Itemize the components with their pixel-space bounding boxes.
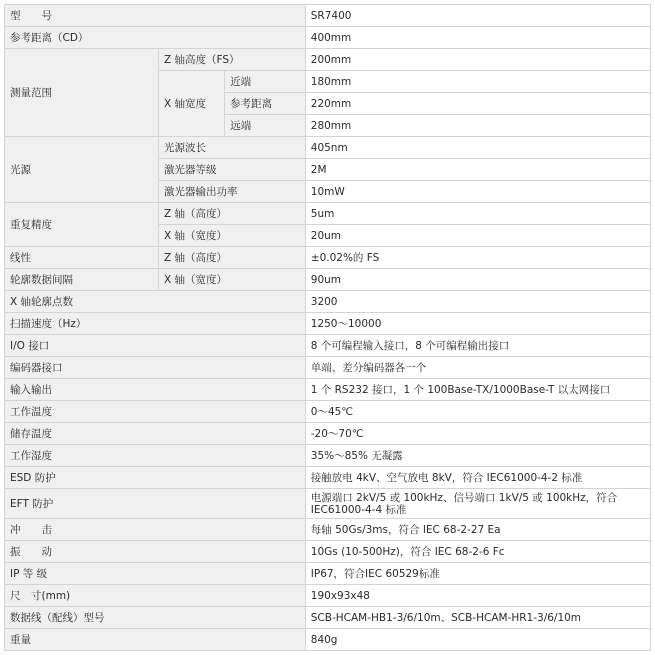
label-scan-speed: 扫描速度（Hz）: [5, 313, 306, 335]
label-encoder: 编码器接口: [5, 357, 306, 379]
label-linearity: 线性: [5, 247, 159, 269]
row-scan-speed: [5, 313, 651, 335]
value-laser-power: 10mW: [305, 181, 650, 203]
value-ip: IP67，符合IEC 60529标准: [305, 563, 650, 585]
row-size: [5, 585, 651, 607]
value-wavelength: 405nm: [305, 137, 650, 159]
label-model: 型 号: [5, 5, 306, 27]
value-ref-distance: 400mm: [305, 27, 650, 49]
value-cable: SCB-HCAM-HB1-3/6/10m、SCB-HCAM-HR1-3/6/10m: [305, 607, 650, 629]
label-ref-distance: 参考距离（CD）: [5, 27, 306, 49]
value-op-humidity: 35%～85% 无凝露: [305, 445, 650, 467]
label-shock: 冲 击: [5, 519, 306, 541]
row-vibration: [5, 541, 651, 563]
row-storage-temp: [5, 423, 651, 445]
label-wavelength: 光源波长: [158, 137, 305, 159]
label-range-x-width: X 轴宽度: [158, 71, 224, 137]
label-range-x-near: 近端: [225, 71, 306, 93]
row-eft: [5, 489, 651, 519]
label-op-temp: 工作温度: [5, 401, 306, 423]
label-x-profile-points: X 轴轮廓点数: [5, 291, 306, 313]
label-range-x-ref: 参考距离: [225, 93, 306, 115]
value-x-profile-points: 3200: [305, 291, 650, 313]
value-op-temp: 0～45℃: [305, 401, 650, 423]
row-cable: [5, 607, 651, 629]
value-model: SR7400: [305, 5, 650, 27]
value-range-x-ref: 220mm: [305, 93, 650, 115]
value-linearity: ±0.02%的 FS: [305, 247, 650, 269]
value-profile-interval: 90um: [305, 269, 650, 291]
label-range-x-far: 远端: [225, 115, 306, 137]
row-weight: [5, 629, 651, 651]
row-op-humidity: [5, 445, 651, 467]
label-ip: IP 等 级: [5, 563, 306, 585]
value-eft: 电源端口 2kV/5 或 100kHz、信号端口 1kV/5 或 100kHz，符合 IEC61000-4-4 标准: [305, 489, 650, 519]
value-io: 8 个可编程输入接口，8 个可编程输出接口: [305, 335, 650, 357]
value-range-z-height: 200mm: [305, 49, 650, 71]
label-repeat-z: Z 轴（高度）: [158, 203, 305, 225]
value-size: 190x93x48: [305, 585, 650, 607]
label-profile-interval: 轮廓数据间隔: [5, 269, 159, 291]
value-repeat-x: 20um: [305, 225, 650, 247]
row-op-temp: [5, 401, 651, 423]
value-esd: 接触放电 4kV、空气放电 8kV，符合 IEC61000-4-2 标准: [305, 467, 650, 489]
label-eft: EFT 防护: [5, 489, 306, 519]
value-range-x-near: 180mm: [305, 71, 650, 93]
label-size: 尺 寸(mm): [5, 585, 306, 607]
row-encoder: [5, 357, 651, 379]
label-esd: ESD 防护: [5, 467, 306, 489]
row-ip: [5, 563, 651, 585]
row-range-z: [5, 49, 651, 71]
value-shock: 每轴 50Gs/3ms，符合 IEC 68-2-27 Ea: [305, 519, 650, 541]
label-vibration: 振 动: [5, 541, 306, 563]
row-ref-distance: [5, 27, 651, 49]
value-repeat-z: 5um: [305, 203, 650, 225]
value-scan-speed: 1250～10000: [305, 313, 650, 335]
row-x-profile-points: [5, 291, 651, 313]
row-io: [5, 335, 651, 357]
label-linearity-sub: Z 轴（高度）: [158, 247, 305, 269]
label-laser-power: 激光器输出功率: [158, 181, 305, 203]
row-linearity: [5, 247, 651, 269]
value-storage-temp: -20～70℃: [305, 423, 650, 445]
spec-table: [4, 4, 651, 651]
label-io: I/O 接口: [5, 335, 306, 357]
label-op-humidity: 工作湿度: [5, 445, 306, 467]
label-in-out: 输入输出: [5, 379, 306, 401]
row-in-out: [5, 379, 651, 401]
row-profile-interval: [5, 269, 651, 291]
row-esd: [5, 467, 651, 489]
value-vibration: 10Gs (10-500Hz)，符合 IEC 68-2-6 Fc: [305, 541, 650, 563]
label-range-z-height: Z 轴高度（FS）: [158, 49, 305, 71]
row-light-wavelength: [5, 137, 651, 159]
label-profile-interval-sub: X 轴（宽度）: [158, 269, 305, 291]
label-repeat-x: X 轴（宽度）: [158, 225, 305, 247]
value-in-out: 1 个 RS232 接口，1 个 100Base-TX/1000Base-T 以太网接口: [305, 379, 650, 401]
label-light-source: 光源: [5, 137, 159, 203]
value-laser-class: 2M: [305, 159, 650, 181]
label-measuring-range: 测量范围: [5, 49, 159, 137]
label-storage-temp: 储存温度: [5, 423, 306, 445]
label-repeatability: 重复精度: [5, 203, 159, 247]
label-laser-class: 激光器等级: [158, 159, 305, 181]
row-repeat-z: [5, 203, 651, 225]
label-weight: 重量: [5, 629, 306, 651]
value-weight: 840g: [305, 629, 650, 651]
label-cable: 数据线（配线）型号: [5, 607, 306, 629]
value-encoder: 单端、差分编码器各一个: [305, 357, 650, 379]
row-shock: [5, 519, 651, 541]
value-range-x-far: 280mm: [305, 115, 650, 137]
row-model: [5, 5, 651, 27]
